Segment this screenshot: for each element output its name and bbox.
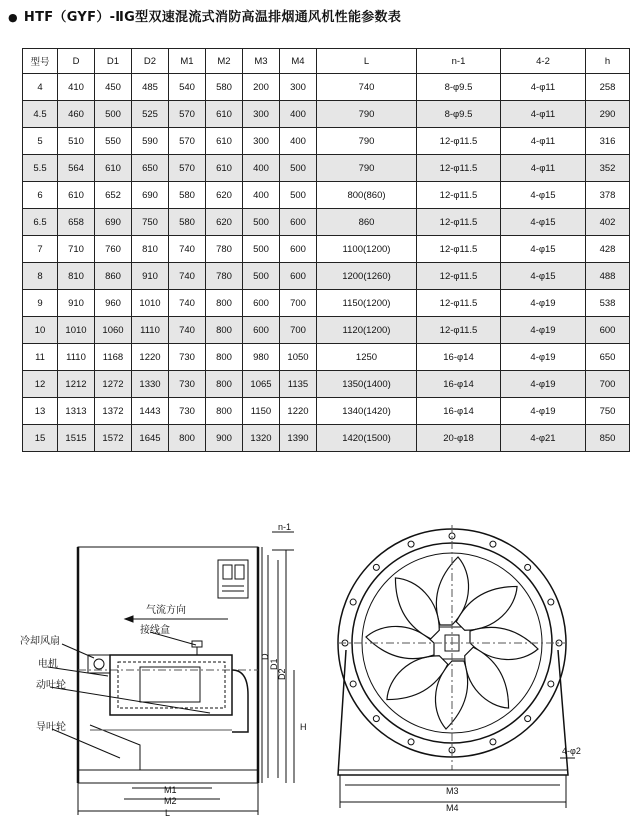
table-cell: 600 xyxy=(280,236,317,263)
column-header: D1 xyxy=(95,49,132,74)
table-cell: 4-φ19 xyxy=(501,290,586,317)
table-cell: 1212 xyxy=(58,371,95,398)
front-view xyxy=(338,525,575,808)
table-header-row xyxy=(23,49,630,74)
table-cell: 500 xyxy=(280,182,317,209)
label-cooling-fan: 冷却风扇 xyxy=(20,636,60,647)
table-cell: 538 xyxy=(586,290,630,317)
table-cell: 7 xyxy=(23,236,58,263)
motor-body xyxy=(110,655,232,715)
dim-M4: M4 xyxy=(446,803,459,813)
table-cell: 1135 xyxy=(280,371,317,398)
dim-H: H xyxy=(300,722,307,732)
table-cell: 600 xyxy=(280,263,317,290)
table-cell: 610 xyxy=(95,155,132,182)
table-cell: 860 xyxy=(317,209,417,236)
table-cell: 15 xyxy=(23,425,58,452)
table-cell: 800 xyxy=(206,344,243,371)
table-cell: 570 xyxy=(169,155,206,182)
table-cell: 400 xyxy=(280,101,317,128)
table-cell: 4-φ11 xyxy=(501,128,586,155)
dim-M1: M1 xyxy=(164,785,177,795)
table-row xyxy=(23,182,630,209)
table-row xyxy=(23,344,630,371)
column-header: D2 xyxy=(132,49,169,74)
table-cell: 12-φ11.5 xyxy=(417,209,501,236)
table-cell: 620 xyxy=(206,209,243,236)
table-cell: 4-φ19 xyxy=(501,398,586,425)
table-cell: 12-φ11.5 xyxy=(417,290,501,317)
table-cell: 564 xyxy=(58,155,95,182)
table-cell: 500 xyxy=(243,236,280,263)
table-cell: 16-φ14 xyxy=(417,398,501,425)
table-row xyxy=(23,317,630,344)
table-row xyxy=(23,209,630,236)
table-cell: 1100(1200) xyxy=(317,236,417,263)
table-cell: 1645 xyxy=(132,425,169,452)
table-cell: 790 xyxy=(317,128,417,155)
fan-drawings xyxy=(0,520,598,831)
table-cell: 780 xyxy=(206,236,243,263)
table-cell: 20-φ18 xyxy=(417,425,501,452)
table-cell: 580 xyxy=(206,74,243,101)
column-header: h xyxy=(586,49,630,74)
table-cell: 6 xyxy=(23,182,58,209)
table-cell: 1120(1200) xyxy=(317,317,417,344)
table-cell: 4.5 xyxy=(23,101,58,128)
table-cell: 850 xyxy=(586,425,630,452)
dim-n1: n-1 xyxy=(278,522,292,532)
table-cell: 800 xyxy=(206,317,243,344)
table-cell: 900 xyxy=(206,425,243,452)
table-cell: 740 xyxy=(169,236,206,263)
dim-D1: D1 xyxy=(269,658,279,670)
column-header: 型号 xyxy=(23,49,58,74)
table-cell: 402 xyxy=(586,209,630,236)
table-cell: 1050 xyxy=(280,344,317,371)
table-cell: 1420(1500) xyxy=(317,425,417,452)
table-cell: 550 xyxy=(95,128,132,155)
table-cell: 352 xyxy=(586,155,630,182)
table-cell: 1010 xyxy=(132,290,169,317)
table-cell: 690 xyxy=(95,209,132,236)
table-cell: 500 xyxy=(95,101,132,128)
table-cell: 1313 xyxy=(58,398,95,425)
table-cell: 290 xyxy=(586,101,630,128)
table-cell: 1110 xyxy=(132,317,169,344)
table-cell: 4-φ15 xyxy=(501,263,586,290)
table-cell: 460 xyxy=(58,101,95,128)
table-cell: 1168 xyxy=(95,344,132,371)
table-cell: 810 xyxy=(132,236,169,263)
table-cell: 300 xyxy=(243,128,280,155)
table-row xyxy=(23,101,630,128)
table-cell: 300 xyxy=(280,74,317,101)
table-cell: 500 xyxy=(280,155,317,182)
table-cell: 700 xyxy=(280,317,317,344)
title-text: HTF（GYF）-ⅡG型双速混流式消防高温排烟通风机性能参数表 xyxy=(23,10,402,25)
table-cell: 960 xyxy=(95,290,132,317)
table-cell: 800 xyxy=(169,425,206,452)
column-header: n-1 xyxy=(417,49,501,74)
spec-table xyxy=(22,48,630,452)
table-cell: 4-φ15 xyxy=(501,182,586,209)
table-cell: 590 xyxy=(132,128,169,155)
table-cell: 600 xyxy=(243,290,280,317)
table-cell: 760 xyxy=(95,236,132,263)
table-cell: 800 xyxy=(206,371,243,398)
table-cell: 610 xyxy=(206,128,243,155)
side-view xyxy=(48,532,294,815)
table-cell: 378 xyxy=(586,182,630,209)
label-impeller: 动叶轮 xyxy=(36,680,66,691)
column-header: D xyxy=(58,49,95,74)
table-cell: 4-φ11 xyxy=(501,101,586,128)
table-cell: 1515 xyxy=(58,425,95,452)
table-cell: 1150 xyxy=(243,398,280,425)
table-cell: 600 xyxy=(243,317,280,344)
table-cell: 1250 xyxy=(317,344,417,371)
table-cell: 1390 xyxy=(280,425,317,452)
table-row xyxy=(23,371,630,398)
label-motor: 电机 xyxy=(38,659,58,670)
table-cell: 12-φ11.5 xyxy=(417,155,501,182)
table-cell: 860 xyxy=(95,263,132,290)
table-cell: 4-φ19 xyxy=(501,344,586,371)
table-cell: 610 xyxy=(58,182,95,209)
table-cell: 740 xyxy=(169,263,206,290)
table-cell: 5 xyxy=(23,128,58,155)
table-cell: 4-φ11 xyxy=(501,74,586,101)
table-cell: 750 xyxy=(586,398,630,425)
table-row xyxy=(23,290,630,317)
dim-M2: M2 xyxy=(164,796,177,806)
table-cell: 600 xyxy=(280,209,317,236)
table-cell: 650 xyxy=(132,155,169,182)
table-cell: 500 xyxy=(243,209,280,236)
dim-M3: M3 xyxy=(446,786,459,796)
table-cell: 13 xyxy=(23,398,58,425)
dim-foot-holes: 4-φ2 xyxy=(562,746,581,756)
table-cell: 652 xyxy=(95,182,132,209)
dim-L: L xyxy=(165,808,171,818)
table-cell: 1010 xyxy=(58,317,95,344)
table-cell: 4-φ15 xyxy=(501,209,586,236)
table-cell: 1340(1420) xyxy=(317,398,417,425)
table-cell: 12 xyxy=(23,371,58,398)
table-cell: 258 xyxy=(586,74,630,101)
column-header: M3 xyxy=(243,49,280,74)
table-cell: 200 xyxy=(243,74,280,101)
table-cell: 12-φ11.5 xyxy=(417,236,501,263)
table-row xyxy=(23,263,630,290)
table-cell: 730 xyxy=(169,344,206,371)
column-header: M1 xyxy=(169,49,206,74)
table-row xyxy=(23,425,630,452)
table-cell: 570 xyxy=(169,101,206,128)
table-cell: 1320 xyxy=(243,425,280,452)
table-cell: 610 xyxy=(206,155,243,182)
table-cell: 6.5 xyxy=(23,209,58,236)
table-cell: 800 xyxy=(206,290,243,317)
table-cell: 4 xyxy=(23,74,58,101)
table-cell: 4-φ21 xyxy=(501,425,586,452)
table-cell: 610 xyxy=(206,101,243,128)
fan-casing xyxy=(78,547,258,783)
table-cell: 580 xyxy=(169,209,206,236)
table-cell: 740 xyxy=(169,290,206,317)
table-row xyxy=(23,74,630,101)
table-cell: 1330 xyxy=(132,371,169,398)
table-cell: 8-φ9.5 xyxy=(417,101,501,128)
page-title xyxy=(8,6,401,26)
table-cell: 485 xyxy=(132,74,169,101)
table-cell: 710 xyxy=(58,236,95,263)
table-cell: 500 xyxy=(243,263,280,290)
table-cell: 9 xyxy=(23,290,58,317)
table-cell: 1150(1200) xyxy=(317,290,417,317)
table-cell: 1065 xyxy=(243,371,280,398)
table-cell: 800 xyxy=(206,398,243,425)
table-cell: 410 xyxy=(58,74,95,101)
table-cell: 730 xyxy=(169,398,206,425)
table-cell: 488 xyxy=(586,263,630,290)
table-cell: 12-φ11.5 xyxy=(417,263,501,290)
column-header: 4-2 xyxy=(501,49,586,74)
table-cell: 1060 xyxy=(95,317,132,344)
table-cell: 316 xyxy=(586,128,630,155)
table-cell: 1272 xyxy=(95,371,132,398)
table-cell: 525 xyxy=(132,101,169,128)
table-cell: 620 xyxy=(206,182,243,209)
table-cell: 700 xyxy=(586,371,630,398)
label-junction-box: 接线盒 xyxy=(140,625,170,636)
column-header: M2 xyxy=(206,49,243,74)
table-cell: 790 xyxy=(317,155,417,182)
table-cell: 8 xyxy=(23,263,58,290)
label-airflow: 气流方向 xyxy=(146,605,186,616)
table-cell: 790 xyxy=(317,101,417,128)
table-cell: 780 xyxy=(206,263,243,290)
table-row xyxy=(23,128,630,155)
table-cell: 400 xyxy=(280,128,317,155)
table-cell: 730 xyxy=(169,371,206,398)
table-cell: 800(860) xyxy=(317,182,417,209)
table-cell: 510 xyxy=(58,128,95,155)
table-row xyxy=(23,398,630,425)
title-bullet: ● xyxy=(8,11,18,24)
table-row xyxy=(23,236,630,263)
table-cell: 1200(1260) xyxy=(317,263,417,290)
table-cell: 4-φ15 xyxy=(501,236,586,263)
table-cell: 658 xyxy=(58,209,95,236)
table-cell: 1372 xyxy=(95,398,132,425)
table-cell: 16-φ14 xyxy=(417,344,501,371)
table-cell: 12-φ11.5 xyxy=(417,317,501,344)
table-cell: 580 xyxy=(169,182,206,209)
table-cell: 910 xyxy=(132,263,169,290)
table-cell: 600 xyxy=(586,317,630,344)
table-cell: 16-φ14 xyxy=(417,371,501,398)
table-cell: 428 xyxy=(586,236,630,263)
table-cell: 4-φ19 xyxy=(501,317,586,344)
table-cell: 1443 xyxy=(132,398,169,425)
table-cell: 400 xyxy=(243,182,280,209)
table-cell: 5.5 xyxy=(23,155,58,182)
table-cell: 12-φ11.5 xyxy=(417,182,501,209)
table-cell: 300 xyxy=(243,101,280,128)
column-header: M4 xyxy=(280,49,317,74)
table-cell: 910 xyxy=(58,290,95,317)
dim-D2: D2 xyxy=(277,668,287,680)
table-cell: 10 xyxy=(23,317,58,344)
table-cell: 450 xyxy=(95,74,132,101)
label-guide-vane: 导叶轮 xyxy=(36,722,66,733)
table-cell: 650 xyxy=(586,344,630,371)
table-cell: 4-φ19 xyxy=(501,371,586,398)
table-cell: 1220 xyxy=(280,398,317,425)
table-cell: 400 xyxy=(243,155,280,182)
table-cell: 980 xyxy=(243,344,280,371)
table-cell: 750 xyxy=(132,209,169,236)
table-cell: 1350(1400) xyxy=(317,371,417,398)
table-row xyxy=(23,155,630,182)
table-cell: 700 xyxy=(280,290,317,317)
table-cell: 740 xyxy=(169,317,206,344)
table-cell: 690 xyxy=(132,182,169,209)
table-cell: 1110 xyxy=(58,344,95,371)
table-cell: 1220 xyxy=(132,344,169,371)
table-cell: 8-φ9.5 xyxy=(417,74,501,101)
dim-D: D xyxy=(260,653,270,660)
column-header: L xyxy=(317,49,417,74)
table-cell: 740 xyxy=(317,74,417,101)
table-cell: 570 xyxy=(169,128,206,155)
table-cell: 540 xyxy=(169,74,206,101)
table-cell: 4-φ11 xyxy=(501,155,586,182)
table-cell: 12-φ11.5 xyxy=(417,128,501,155)
table-cell: 11 xyxy=(23,344,58,371)
table-cell: 1572 xyxy=(95,425,132,452)
table-cell: 810 xyxy=(58,263,95,290)
